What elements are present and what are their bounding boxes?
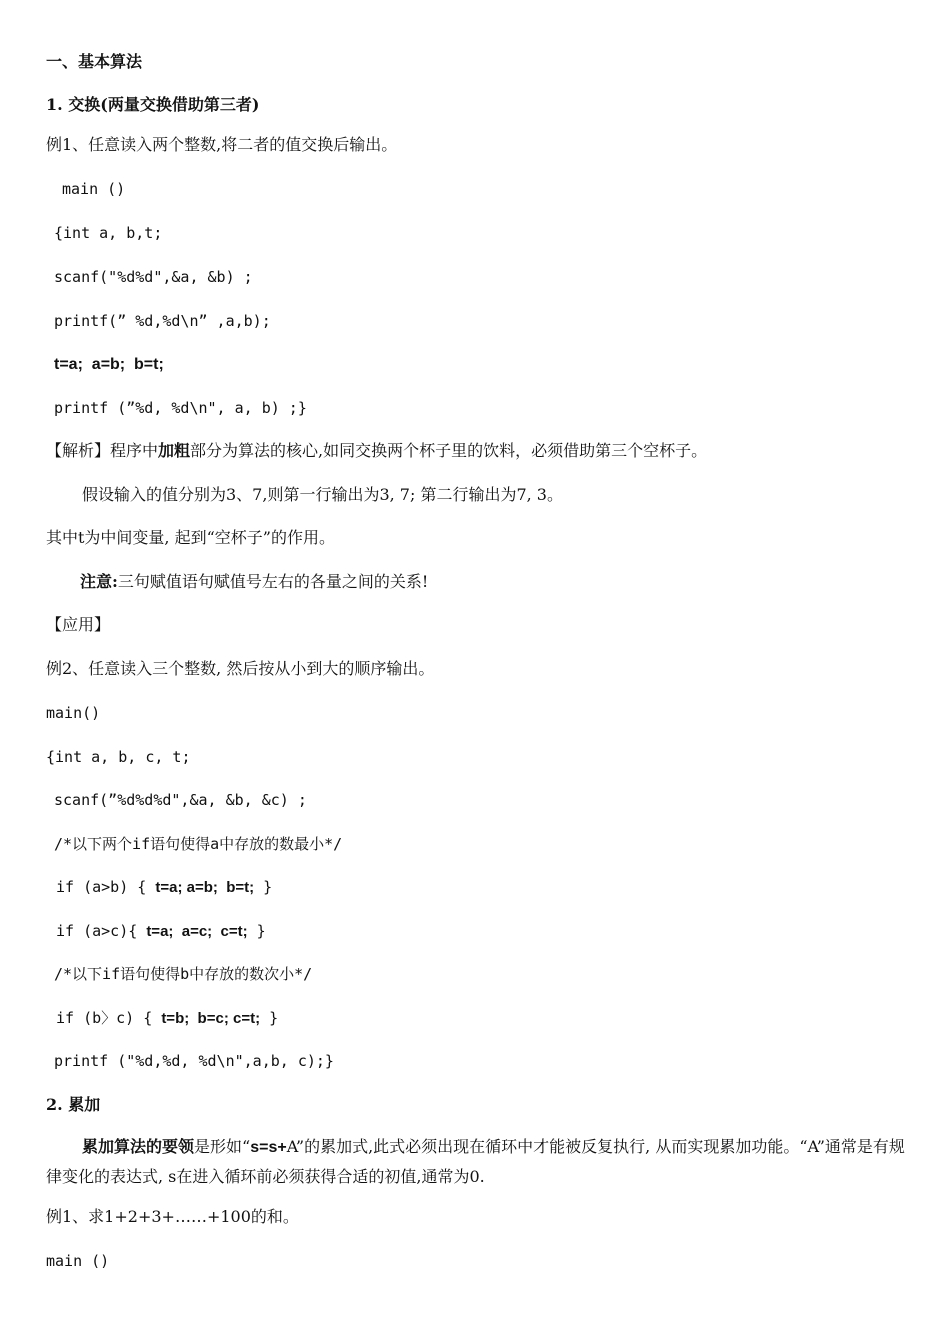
- assume-paragraph: 假设输入的值分别为3、7,则第一行输出为3, 7; 第二行输出为7, 3。: [82, 485, 563, 504]
- code-line: if (a>b) { t=a; a=b; b=t; }: [56, 878, 273, 896]
- code-line: main(): [46, 704, 101, 722]
- accum-paragraph: 累加算法的要领是形如“s=s+A”的累加式,此式必须出现在循环中才能被反复执行, 从而实现累加功能。“A”通常是有规律变化的表达式, s在进入循环前必须获得合适的初值,通常为0.: [46, 1137, 905, 1186]
- code-line: scanf(”%d%d%d",&a, &b, &c) ;: [54, 791, 307, 809]
- temp-note: 其中t为中间变量, 起到“空杯子”的作用。: [46, 528, 335, 547]
- code-line: if (a>c){ t=a; a=c; c=t; }: [56, 922, 266, 940]
- section-title: 一、基本算法: [46, 52, 143, 71]
- code-line: if (b〉c) { t=b; b=c; c=t; }: [56, 1009, 279, 1027]
- code-line: printf ("%d,%d, %d\n",a,b, c);}: [54, 1052, 334, 1070]
- code-line: printf (”%d, %d\n", a, b) ;}: [54, 399, 307, 417]
- code-line: main (): [62, 180, 126, 198]
- apply-heading: 【应用】: [46, 615, 111, 634]
- code-comment: /*以下if语句使得b中存放的数次小*/: [54, 965, 313, 983]
- swap-example-1: 例1、任意读入两个整数,将二者的值交换后输出。: [46, 135, 398, 154]
- swap-heading: 1. 交换(两量交换借助第三者): [46, 95, 260, 114]
- code-line: main (): [46, 1252, 110, 1270]
- analysis-paragraph: 【解析】程序中加粗部分为算法的核心,如同交换两个杯子里的饮料，必须借助第三个空杯子。: [46, 441, 708, 460]
- code-comment: /*以下两个if语句使得a中存放的数最小*/: [54, 835, 343, 853]
- code-line: scanf("%d%d",&a, &b) ;: [54, 268, 253, 286]
- note-paragraph: 注意:三句赋值语句赋值号左右的各量之间的关系!: [80, 572, 429, 591]
- swap-example-2: 例2、任意读入三个整数, 然后按从小到大的顺序输出。: [46, 659, 435, 678]
- code-line: {int a, b,t;: [54, 224, 163, 242]
- accum-example-1: 例1、求1+2+3+……+100的和。: [46, 1207, 299, 1226]
- code-line-core: t=a; a=b; b=t;: [54, 356, 164, 373]
- accum-heading: 2. 累加: [46, 1095, 101, 1114]
- code-line: {int a, b, c, t;: [46, 748, 191, 766]
- code-line: printf(” %d,%d\n” ,a,b);: [54, 312, 271, 330]
